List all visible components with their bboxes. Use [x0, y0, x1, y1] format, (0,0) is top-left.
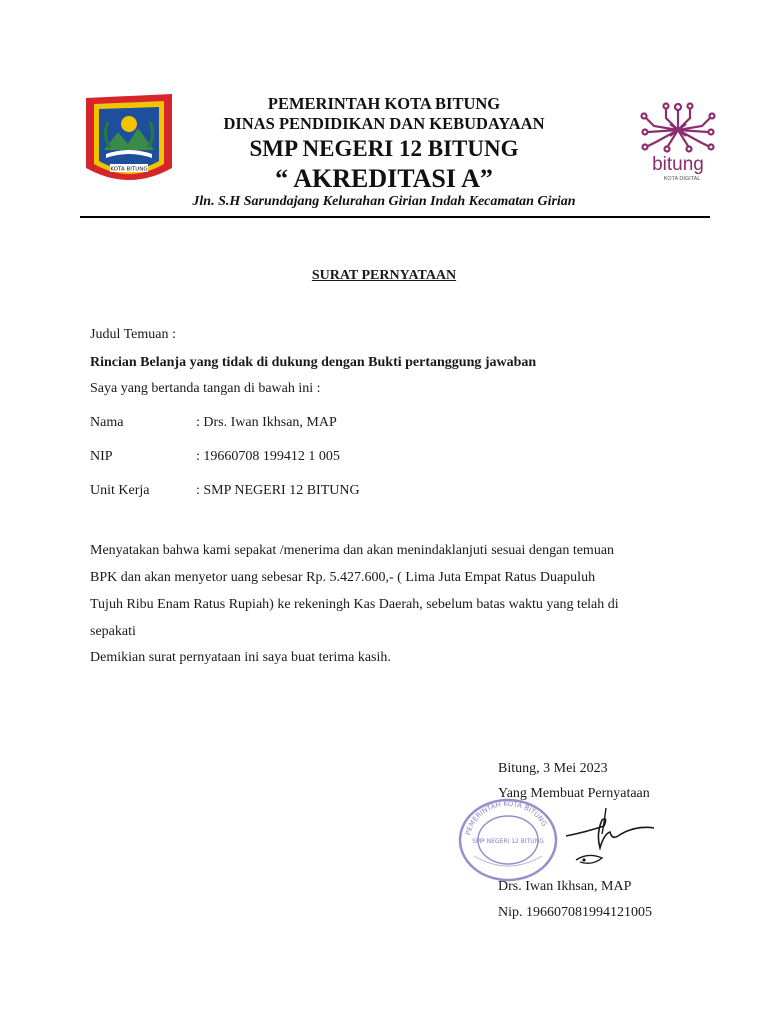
signer-name: Drs. Iwan Ikhsan, MAP — [498, 879, 632, 894]
document-title: SURAT PERNYATAAN — [311, 268, 457, 283]
signer-nip: Nip. 196607081994121005 — [498, 905, 652, 920]
school-name: SMP NEGERI 12 BITUNG — [249, 136, 519, 161]
handwritten-signature — [546, 804, 662, 874]
stamp-outer-text: PEMERINTAH KOTA BITUNG — [464, 799, 549, 836]
closing-text: Demikian surat pernyataan ini saya buat terima kasih. — [90, 650, 391, 665]
finding-text: Rincian Belanja yang tidak di dukung dengan Bukti pertanggung jawaban — [90, 355, 537, 370]
field-nip-label: NIP — [90, 449, 113, 464]
statement-line: BPK dan akan menyetor uang sebesar Rp. 5.427.600,- ( Lima Juta Empat Ratus Duapuluh — [90, 570, 596, 585]
bitung-logo-text: bitung — [652, 154, 704, 175]
place-date: Bitung, 3 Mei 2023 — [498, 761, 608, 776]
kota-digital-logo-text: KOTA DIGITAL — [663, 176, 701, 182]
accreditation-label: “ AKREDITASI A” — [275, 164, 493, 193]
finding-label: Judul Temuan : — [90, 327, 176, 342]
field-name-value: : Drs. Iwan Ikhsan, MAP — [196, 415, 337, 430]
letterhead-divider — [80, 216, 710, 218]
government-name: PEMERINTAH KOTA BITUNG — [267, 94, 501, 113]
department-name: DINAS PENDIDIKAN DAN KEBUDAYAAN — [223, 114, 545, 133]
statement-line: Tujuh Ribu Enam Ratus Rupiah) ke rekeningh Kas Daerah, sebelum batas waktu yang telah di — [90, 597, 619, 612]
crest-logo-text: KOTA BITUNG — [110, 166, 148, 173]
statement-line: sepakati — [90, 624, 136, 639]
stamp-center-text: SMP NEGERI 12 BITUNG — [472, 838, 544, 845]
field-unit-value: : SMP NEGERI 12 BITUNG — [196, 483, 360, 498]
field-nip-value: : 19660708 199412 1 005 — [196, 449, 340, 464]
field-name-label: Nama — [90, 415, 124, 430]
school-address: Jln. S.H Sarundajang Kelurahan Girian Indah Kecamatan Girian — [192, 194, 576, 209]
intro-text: Saya yang bertanda tangan di bawah ini : — [90, 381, 321, 396]
signer-role: Yang Membuat Pernyataan — [498, 786, 650, 801]
field-unit-label: Unit Kerja — [90, 483, 150, 498]
statement-line: Menyatakan bahwa kami sepakat /menerima dan akan menindaklanjuti sesuai dengan temuan — [90, 543, 615, 558]
official-stamp — [456, 796, 560, 884]
bitung-digital-logo — [636, 100, 720, 186]
